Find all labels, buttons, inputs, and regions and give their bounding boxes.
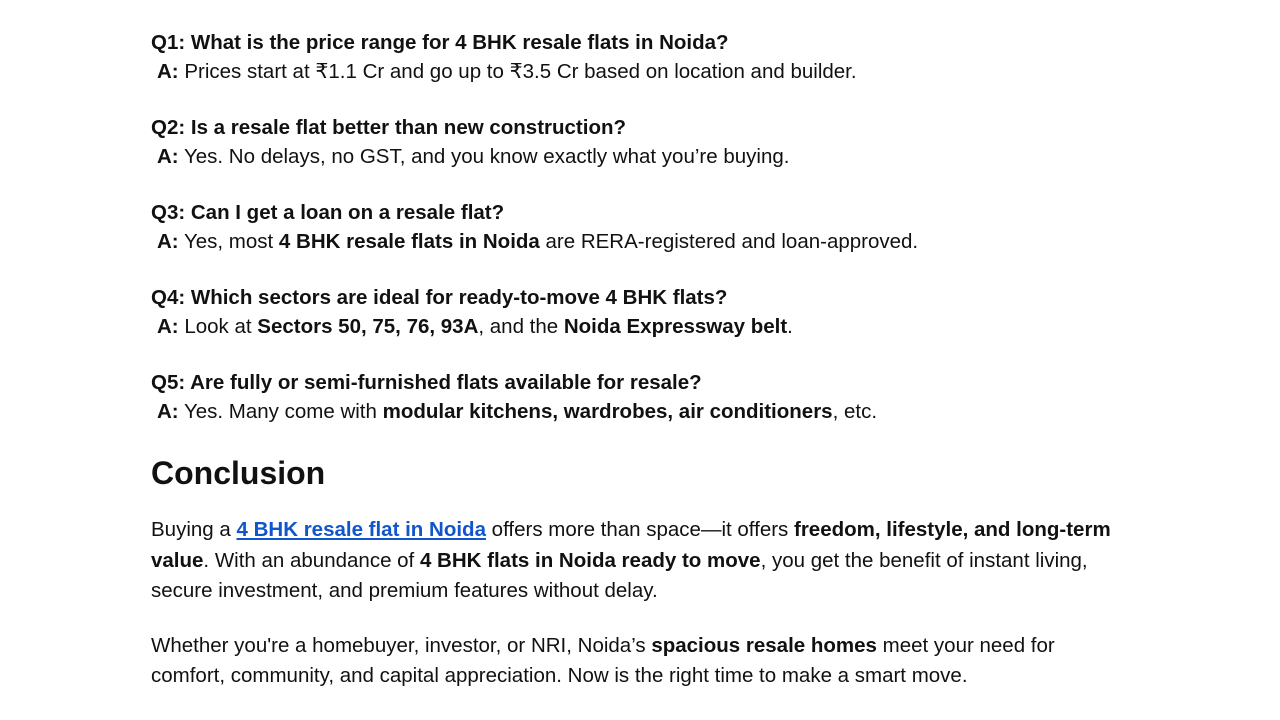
text-span: meet your need for comfort, community, and capital appreciation. Now is the right time to make a smart move.: [151, 633, 1055, 687]
answer-text: Yes. No delays, no GST, and you know exactly what you’re buying.: [178, 145, 790, 168]
answer-text: Yes, most: [178, 230, 279, 253]
answer-bold-text: Noida Expressway belt: [563, 315, 788, 338]
faq-item: [151, 283, 1121, 341]
faq-question: Q3: Can I get a loan on a resale flat?: [151, 201, 505, 224]
faq-item: [151, 198, 1121, 256]
faq-question: Q5: Are fully or semi-furnished flats available for resale?: [151, 371, 702, 394]
answer-bold-text: 4 BHK resale flats in Noida: [278, 230, 540, 253]
resale-flat-link[interactable]: 4 BHK resale flat in Noida: [236, 518, 486, 541]
conclusion-heading: Conclusion: [151, 455, 326, 491]
answer-bold-text: Sectors 50, 75, 76, 93A: [257, 315, 479, 338]
answer-text: are RERA-registered and loan-approved.: [539, 230, 919, 253]
faq-answer: [151, 227, 1121, 256]
answer-text: Yes. Many come with: [178, 400, 383, 423]
faq-question: Q1: What is the price range for 4 BHK resale flats in Noida?: [151, 31, 729, 54]
faq-answer: [151, 397, 1121, 426]
answer-text: .: [787, 315, 793, 338]
answer-prefix: A:: [157, 315, 179, 338]
conclusion-paragraph-2: [151, 631, 1121, 692]
conclusion-paragraph-1: [151, 515, 1121, 607]
bold-span: 4 BHK flats in Noida ready to move: [419, 548, 761, 572]
text-span: Whether you're a homebuyer, investor, or NRI, Noida’s: [151, 633, 652, 657]
answer-prefix: A:: [157, 145, 179, 168]
bold-span: freedom, lifestyle, and long-term value: [151, 518, 1111, 572]
faq-list: [151, 28, 1121, 426]
bold-span: spacious resale homes: [651, 633, 877, 657]
document-page: [151, 28, 1121, 716]
faq-answer: [151, 57, 1121, 86]
answer-bold-text: modular kitchens, wardrobes, air conditioners: [382, 400, 833, 423]
answer-text: Prices start at ₹1.1 Cr and go up to ₹3.5 Cr based on location and builder.: [178, 60, 857, 83]
text-span: . With an abundance of: [203, 548, 420, 572]
answer-text: , and the: [478, 315, 564, 338]
answer-prefix: A:: [157, 60, 179, 83]
answer-text: , etc.: [832, 400, 878, 423]
answer-text: Look at: [178, 315, 258, 338]
faq-answer: [151, 142, 1121, 171]
text-span: Buying a: [151, 518, 237, 541]
faq-question: Q2: Is a resale flat better than new construction?: [151, 116, 627, 139]
faq-question: Q4: Which sectors are ideal for ready-to-move 4 BHK flats?: [151, 286, 728, 309]
faq-item: [151, 113, 1121, 171]
faq-item: [151, 368, 1121, 426]
text-span: , you get the benefit of instant living, secure investment, and premium features without delay.: [151, 548, 1088, 602]
faq-answer: [151, 312, 1121, 341]
faq-item: [151, 28, 1121, 86]
answer-prefix: A:: [157, 400, 179, 423]
text-span: offers more than space—it offers: [485, 518, 794, 541]
answer-prefix: A:: [157, 230, 179, 253]
